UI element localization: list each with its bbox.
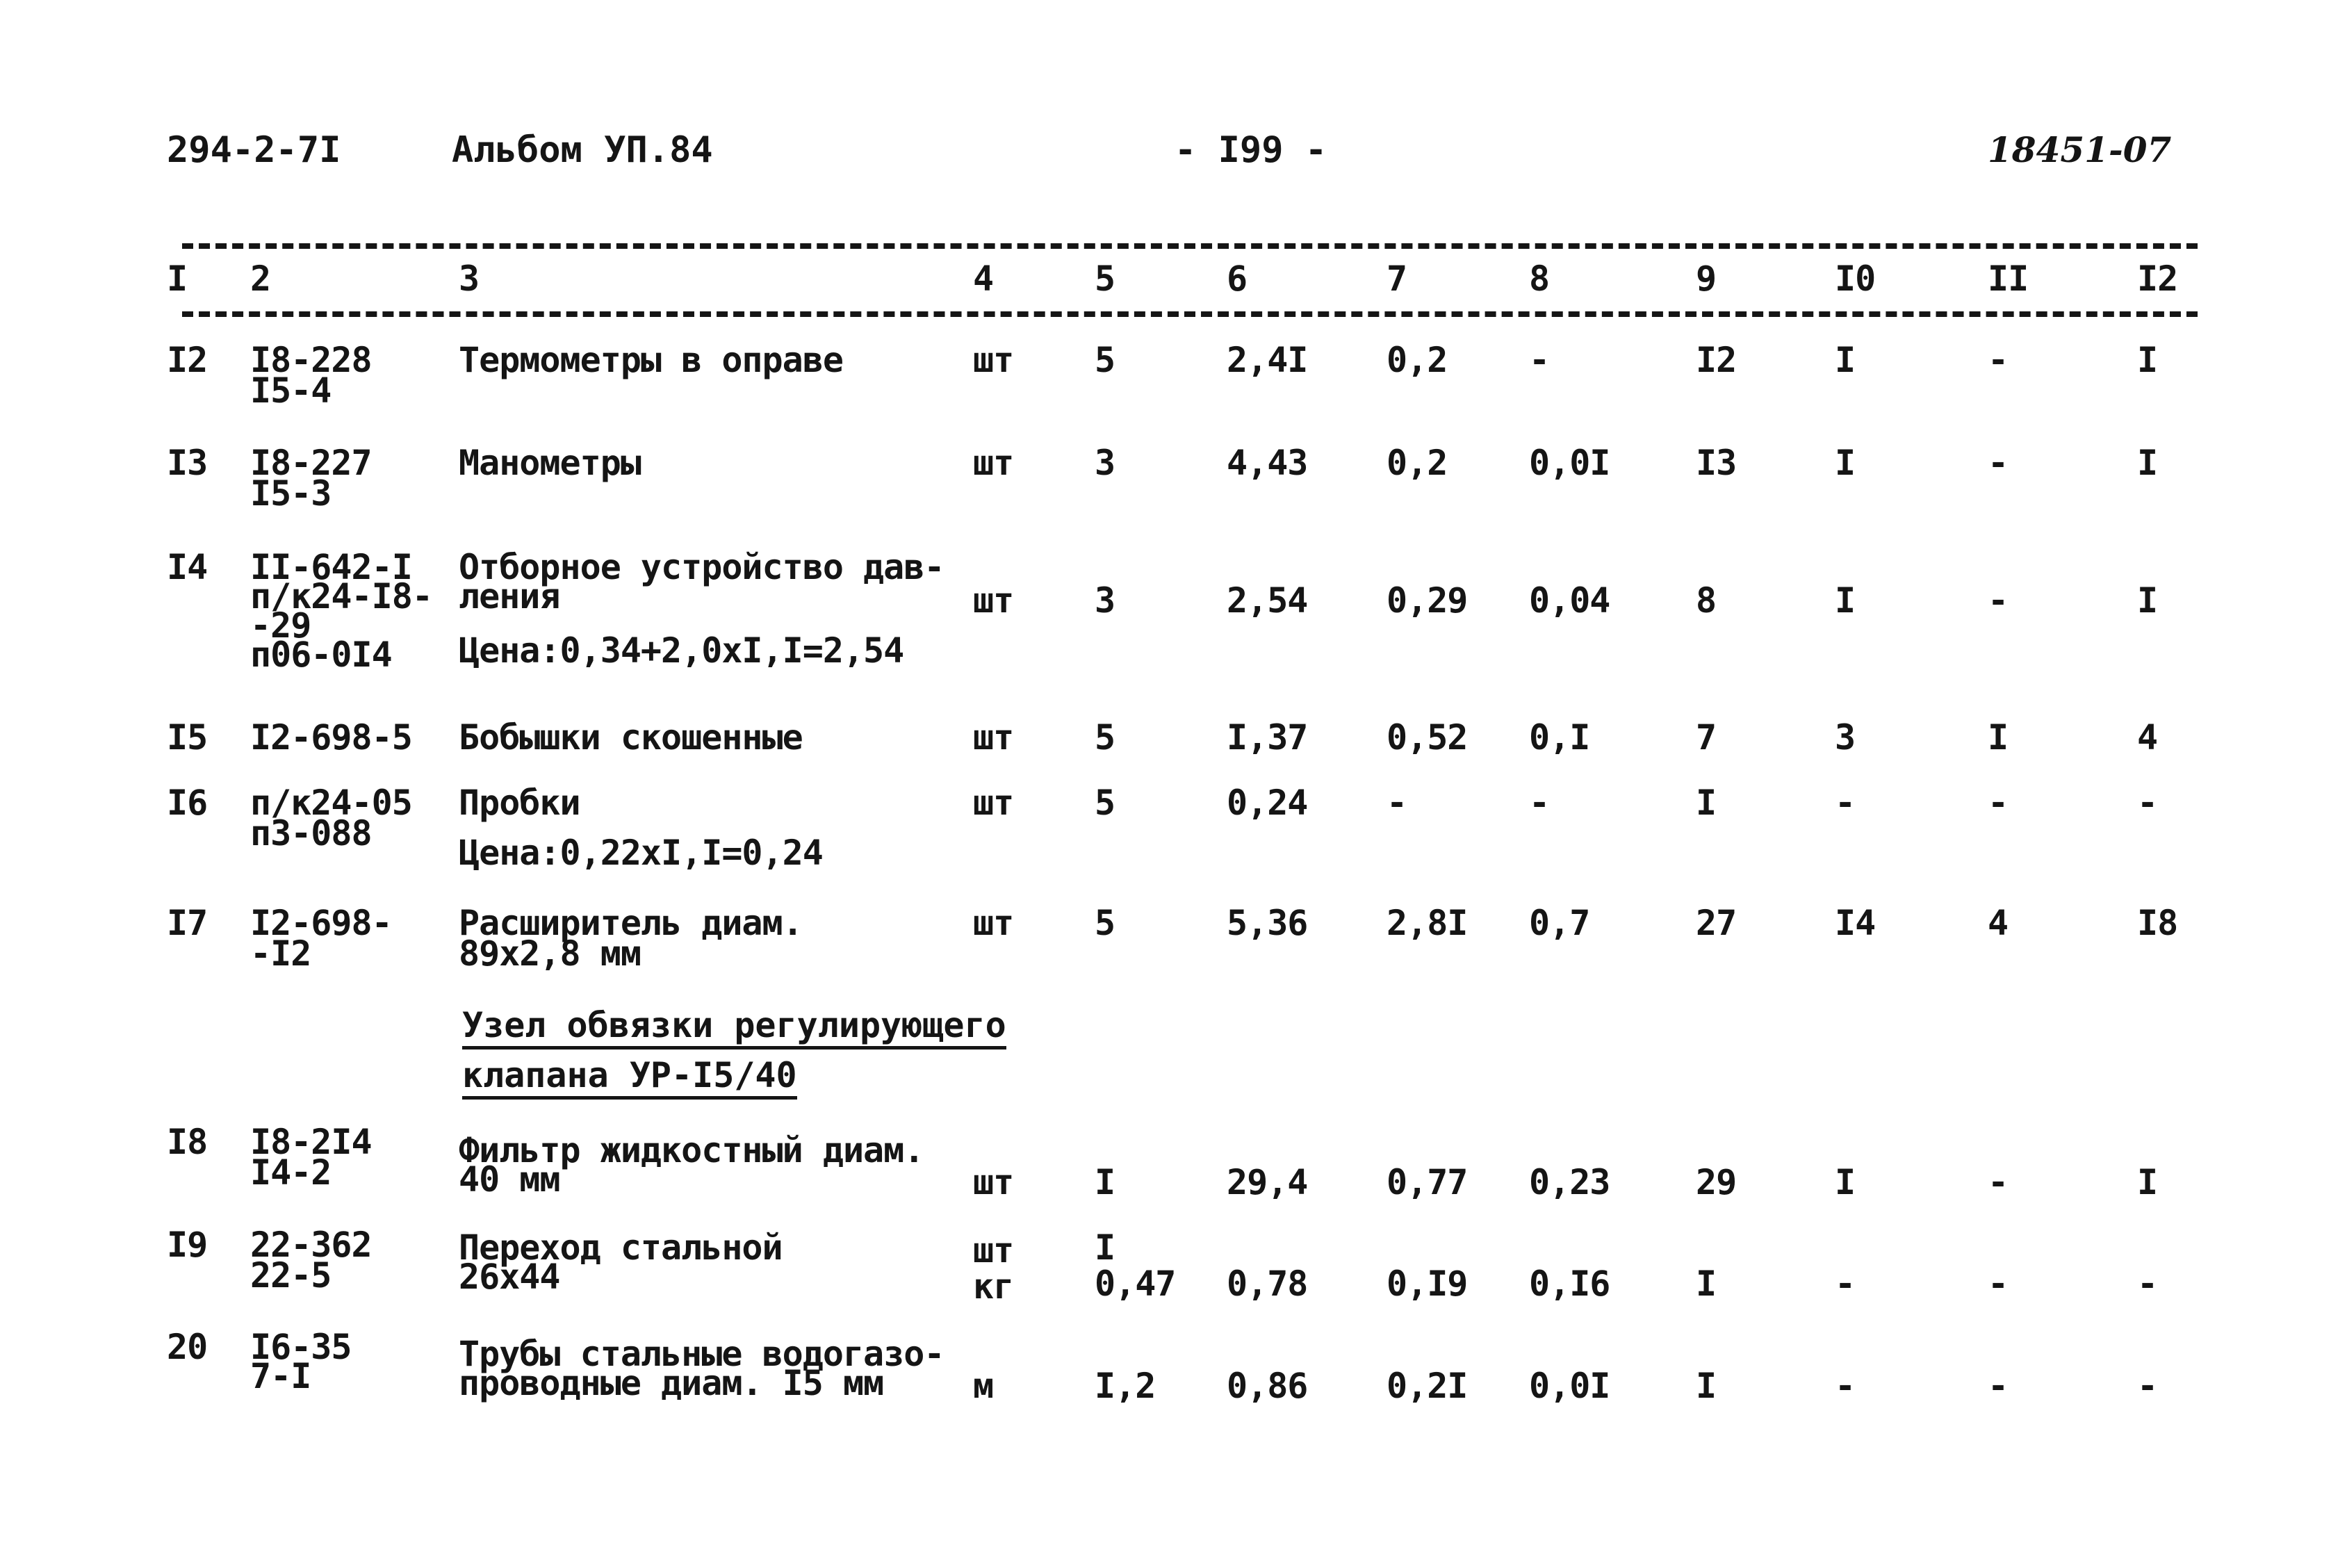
row-number: I4 (167, 547, 208, 587)
row-col11: - (1988, 340, 2009, 380)
row-qty: 5 (1095, 340, 1115, 380)
column-number: 7 (1387, 259, 1407, 299)
section-heading-line (462, 1051, 797, 1100)
row-col12: - (2137, 1264, 2158, 1304)
row-col8: - (1529, 340, 1550, 380)
row-name: Трубы стальные водогазо- (459, 1334, 944, 1374)
row-col9: I (1696, 1264, 1717, 1304)
row-price: 0,86 (1227, 1366, 1308, 1406)
row-col8: 0,04 (1529, 580, 1610, 621)
row-ref: -I2 (250, 933, 311, 974)
column-number: II (1988, 259, 2029, 299)
row-qty: I (1095, 1162, 1115, 1202)
column-number-row (0, 259, 2347, 311)
row-price: 2,4I (1227, 340, 1308, 380)
row-col9: I (1696, 783, 1717, 823)
row-ref: I2-698-5 (250, 717, 412, 758)
row-col7: 0,77 (1387, 1162, 1468, 1202)
row-col10: - (1835, 1366, 1856, 1406)
row-col7: 2,8I (1387, 903, 1468, 943)
row-name: Расширитель диам. (459, 903, 803, 943)
row-name: Бобышки скошенные (459, 717, 803, 758)
row-ref: I6-35 (250, 1327, 352, 1367)
row-name: Фильтр жидкостный диам. (459, 1130, 924, 1170)
row-ref: I4-2 (250, 1152, 332, 1193)
row-unit-secondary: кг (973, 1266, 1014, 1307)
row-qty: 3 (1095, 580, 1115, 621)
row-col7: - (1387, 783, 1407, 823)
row-col11: 4 (1988, 903, 2009, 943)
album-label: Альбом УП.84 (452, 129, 713, 171)
row-name: Термометры в оправе (459, 340, 843, 380)
table-header-rule (182, 311, 2198, 317)
row-unit: м (973, 1366, 994, 1406)
row-col9: I (1696, 1366, 1717, 1406)
row-col11: I (1988, 717, 2009, 758)
row-price: 0,78 (1227, 1264, 1308, 1304)
row-col11: - (1988, 783, 2009, 823)
row-col10: - (1835, 1264, 1856, 1304)
row-unit: шт (973, 580, 1014, 621)
row-ref: 22-362 (250, 1225, 372, 1265)
row-col12: I (2137, 1162, 2158, 1202)
row-ref: I8-228 (250, 340, 372, 380)
row-unit: шт (973, 783, 1014, 823)
column-number: 4 (973, 259, 994, 299)
row-col10: - (1835, 783, 1856, 823)
row-unit: шт (973, 443, 1014, 483)
row-ref: I5-3 (250, 473, 332, 514)
row-qty: 5 (1095, 783, 1115, 823)
row-ref: II-642-I (250, 547, 412, 587)
row-col9: 29 (1696, 1162, 1737, 1202)
column-number: 3 (459, 259, 480, 299)
row-col11: - (1988, 1366, 2009, 1406)
row-col7: 0,I9 (1387, 1264, 1468, 1304)
row-col10: I4 (1835, 903, 1876, 943)
row-unit: шт (973, 1230, 1014, 1271)
column-number: I2 (2137, 259, 2178, 299)
row-col9: 27 (1696, 903, 1737, 943)
row-name: Переход стальной (459, 1227, 783, 1268)
row-number: I6 (167, 783, 208, 823)
row-ref: I2-698- (250, 903, 392, 943)
row-ref: 7-I (250, 1356, 311, 1396)
row-name: 26х44 (459, 1257, 560, 1297)
row-col8: 0,0I (1529, 443, 1610, 483)
row-col7: 0,29 (1387, 580, 1468, 621)
section-heading-text: Узел обвязки регулирующего (462, 1004, 1006, 1050)
column-number: 5 (1095, 259, 1115, 299)
row-unit: шт (973, 1162, 1014, 1202)
row-number: I3 (167, 443, 208, 483)
row-price: 0,24 (1227, 783, 1308, 823)
row-col8: 0,23 (1529, 1162, 1610, 1202)
row-col12: I (2137, 340, 2158, 380)
row-col7: 0,2I (1387, 1366, 1468, 1406)
row-name: 89х2,8 мм (459, 933, 641, 974)
row-price: 5,36 (1227, 903, 1308, 943)
row-ref: I8-227 (250, 443, 372, 483)
row-number: I8 (167, 1122, 208, 1162)
row-col9: 7 (1696, 717, 1717, 758)
row-col11: - (1988, 1264, 2009, 1304)
doc-number: 18451-07 (1988, 129, 2172, 170)
row-col9: 8 (1696, 580, 1717, 621)
row-ref: I8-2I4 (250, 1122, 372, 1162)
row-col9: I3 (1696, 443, 1737, 483)
column-number: 2 (250, 259, 271, 299)
row-col7: 0,2 (1387, 340, 1448, 380)
row-price-note: Цена:0,34+2,0хI,I=2,54 (459, 630, 904, 671)
row-col12: I (2137, 443, 2158, 483)
column-number: 8 (1529, 259, 1550, 299)
row-number: I7 (167, 903, 208, 943)
row-col8: 0,0I (1529, 1366, 1610, 1406)
row-price: 4,43 (1227, 443, 1308, 483)
row-number: I5 (167, 717, 208, 758)
row-price-note: Цена:0,22хI,I=0,24 (459, 833, 823, 873)
row-number: I2 (167, 340, 208, 380)
row-number: 20 (167, 1327, 208, 1367)
row-col7: 0,2 (1387, 443, 1448, 483)
section-heading-text: клапана УР-I5/40 (462, 1054, 797, 1100)
row-name: Манометры (459, 443, 641, 483)
row-col11: - (1988, 1162, 2009, 1202)
row-col12: - (2137, 783, 2158, 823)
row-price: 2,54 (1227, 580, 1308, 621)
section-heading-line (462, 1001, 1006, 1050)
row-number: I9 (167, 1225, 208, 1265)
row-col11: - (1988, 443, 2009, 483)
row-qty: I,2 (1095, 1366, 1156, 1406)
column-number: 9 (1696, 259, 1717, 299)
row-qty: 5 (1095, 717, 1115, 758)
row-price: 29,4 (1227, 1162, 1308, 1202)
row-price: I,37 (1227, 717, 1308, 758)
row-col12: - (2137, 1366, 2158, 1406)
row-unit: шт (973, 717, 1014, 758)
row-col12: I8 (2137, 903, 2178, 943)
row-ref: I5-4 (250, 370, 332, 411)
column-number: 6 (1227, 259, 1248, 299)
row-col12: 4 (2137, 717, 2158, 758)
column-number: I (167, 259, 188, 299)
row-ref: 22-5 (250, 1255, 332, 1296)
row-name: 40 мм (459, 1159, 560, 1200)
row-col8: - (1529, 783, 1550, 823)
table-top-rule (182, 243, 2198, 249)
row-col8: 0,I6 (1529, 1264, 1610, 1304)
row-ref: п/к24-05 (250, 783, 412, 823)
row-name: ления (459, 576, 560, 616)
row-qty: I (1095, 1227, 1115, 1268)
page-number: - I99 - (1175, 129, 1327, 171)
row-qty: 3 (1095, 443, 1115, 483)
row-col7: 0,52 (1387, 717, 1468, 758)
row-col10: 3 (1835, 717, 1856, 758)
row-col8: 0,7 (1529, 903, 1590, 943)
row-col10: I (1835, 340, 1856, 380)
row-col10: I (1835, 443, 1856, 483)
row-qty-secondary: 0,47 (1095, 1264, 1176, 1304)
document-code: 294-2-7I (167, 129, 341, 171)
row-col9: I2 (1696, 340, 1737, 380)
row-ref: п06-0I4 (250, 635, 392, 675)
row-col12: I (2137, 580, 2158, 621)
row-name: проводные диам. I5 мм (459, 1363, 884, 1403)
row-unit: шт (973, 340, 1014, 380)
row-unit: шт (973, 903, 1014, 943)
row-ref: п/к24-I8- (250, 576, 432, 616)
row-name: Пробки (459, 783, 580, 823)
row-ref: -29 (250, 605, 311, 646)
row-col10: I (1835, 580, 1856, 621)
row-name: Отборное устройство дав- (459, 547, 944, 587)
row-qty: 5 (1095, 903, 1115, 943)
row-col11: - (1988, 580, 2009, 621)
row-col8: 0,I (1529, 717, 1590, 758)
row-ref: п3-088 (250, 813, 372, 854)
row-col10: I (1835, 1162, 1856, 1202)
column-number: I0 (1835, 259, 1876, 299)
